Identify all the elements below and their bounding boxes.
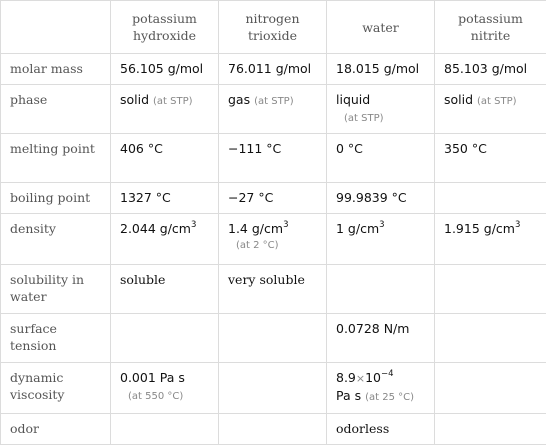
cell-h2o-phase [327, 85, 435, 134]
cell-h2o-solubility [327, 265, 435, 314]
cell-n2o3-density [219, 214, 327, 265]
table-row [1, 85, 546, 134]
density-exponent: 3 [283, 220, 288, 230]
cell-koh-density [111, 214, 219, 265]
phase-note: (at STP) [477, 96, 517, 107]
cell-n2o3-molar-mass: 76.011 g/mol [219, 54, 327, 85]
viscosity-exponent: −4 [381, 369, 394, 379]
table-row [1, 414, 546, 445]
row-label-solubility: solubility in water [1, 265, 111, 314]
cell-koh-odor [111, 414, 219, 445]
cell-koh-solubility: soluble [111, 265, 219, 314]
density-value: 2.044 g/cm [120, 221, 191, 236]
table-row [1, 134, 546, 183]
cell-h2o-odor: odorless [327, 414, 435, 445]
cell-kno2-boiling-point [435, 183, 546, 214]
density-exponent: 3 [191, 220, 196, 230]
row-label-melting-point: melting point [1, 134, 111, 183]
header-nitrogen-trioxide: nitrogen trioxide [219, 1, 327, 54]
density-exponent: 3 [379, 220, 384, 230]
times-sign: × [356, 372, 365, 385]
phase-note: (at STP) [153, 96, 193, 107]
cell-h2o-molar-mass: 18.015 g/mol [327, 54, 435, 85]
density-exponent: 3 [515, 220, 520, 230]
header-potassium-nitrite: potassium nitrite [435, 1, 546, 54]
cell-n2o3-boiling-point: −27 °C [219, 183, 327, 214]
row-label-odor: odor [1, 414, 111, 445]
cell-kno2-melting-point: 350 °C [435, 134, 546, 183]
cell-n2o3-phase [219, 85, 327, 134]
header-corner [1, 1, 111, 54]
row-label-phase: phase [1, 85, 111, 134]
viscosity-note: (at 550 °C) [120, 391, 183, 402]
phase-value: gas [228, 92, 250, 107]
cell-koh-viscosity [111, 363, 219, 414]
cell-n2o3-odor [219, 414, 327, 445]
table-row [1, 183, 546, 214]
table-row [1, 363, 546, 414]
viscosity-note: (at 25 °C) [365, 392, 414, 403]
cell-h2o-viscosity [327, 363, 435, 414]
header-potassium-hydroxide: potassium hydroxide [111, 1, 219, 54]
cell-kno2-molar-mass: 85.103 g/mol [435, 54, 546, 85]
phase-value: liquid [336, 91, 425, 108]
cell-koh-surface-tension [111, 314, 219, 363]
cell-kno2-phase [435, 85, 546, 134]
cell-koh-phase [111, 85, 219, 134]
viscosity-unit: Pa s [336, 388, 361, 403]
phase-note: (at STP) [254, 96, 294, 107]
header-row [1, 1, 546, 54]
viscosity-mantissa: 8.9 [336, 370, 356, 385]
table-row [1, 214, 546, 265]
row-label-surface-tension: surface tension [1, 314, 111, 363]
cell-n2o3-surface-tension [219, 314, 327, 363]
viscosity-base: 10 [365, 370, 381, 385]
cell-kno2-surface-tension [435, 314, 546, 363]
viscosity-value: 0.001 Pa s [120, 369, 209, 386]
table-row [1, 54, 546, 85]
cell-kno2-density [435, 214, 546, 265]
table-row [1, 314, 546, 363]
cell-h2o-density [327, 214, 435, 265]
phase-value: solid [444, 92, 473, 107]
row-label-density: density [1, 214, 111, 265]
row-label-molar-mass: molar mass [1, 54, 111, 85]
header-water: water [327, 1, 435, 54]
cell-n2o3-melting-point: −111 °C [219, 134, 327, 183]
cell-kno2-odor [435, 414, 546, 445]
density-note: (at 2 °C) [228, 237, 317, 254]
phase-note: (at STP) [336, 113, 384, 124]
cell-h2o-melting-point: 0 °C [327, 134, 435, 183]
row-label-dynamic-viscosity: dynamic viscosity [1, 363, 111, 414]
cell-h2o-surface-tension: 0.0728 N/m [327, 314, 435, 363]
cell-koh-boiling-point: 1327 °C [111, 183, 219, 214]
cell-n2o3-solubility: very soluble [219, 265, 327, 314]
phase-value: solid [120, 92, 149, 107]
density-value: 1.915 g/cm [444, 221, 515, 236]
cell-koh-molar-mass: 56.105 g/mol [111, 54, 219, 85]
row-label-boiling-point: boiling point [1, 183, 111, 214]
cell-kno2-viscosity [435, 363, 546, 414]
cell-koh-melting-point: 406 °C [111, 134, 219, 183]
cell-h2o-boiling-point: 99.9839 °C [327, 183, 435, 214]
density-value: 1.4 g/cm [228, 221, 283, 236]
density-value: 1 g/cm [336, 221, 379, 236]
cell-kno2-solubility [435, 265, 546, 314]
cell-n2o3-viscosity [219, 363, 327, 414]
table-row [1, 265, 546, 314]
